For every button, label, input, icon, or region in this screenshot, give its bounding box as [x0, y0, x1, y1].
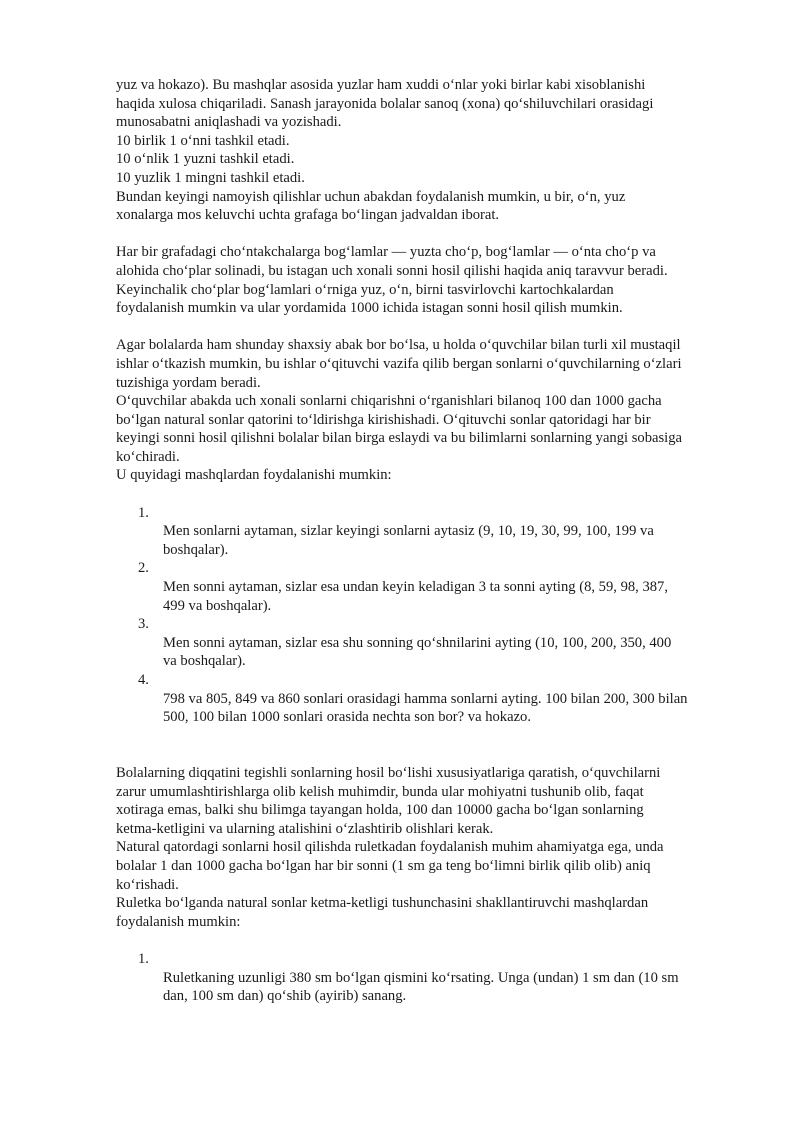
text-line: 500, 100 bilan 1000 sonlari orasida nechta son bor? va hokazo. — [163, 709, 531, 726]
text-line: alohida choʻplar solinadi, bu istagan uch xonali sonni hosil qilishi haqida aniq taravvur beradi. — [116, 262, 668, 279]
text-line: koʻrishadi. — [116, 876, 179, 893]
paragraph-gap — [116, 745, 746, 764]
list-item-number: 1. — [138, 504, 149, 521]
text-line: tuzishiga yordam beradi. — [116, 374, 261, 391]
text-line: 10 birlik 1 oʻnni tashkil etadi. — [116, 132, 290, 149]
text-line: yuz va hokazo). Bu mashqlar asosida yuzlar ham xuddi oʻnlar yoki birlar kabi xisoblanishi — [116, 77, 646, 93]
list-item-text — [116, 690, 746, 727]
list-item — [116, 950, 746, 1006]
list-item-text — [116, 969, 746, 1006]
text-line: Ruletka boʻlganda natural sonlar ketma-ketligi tushunchasini shakllantiruvchi mashqlardan — [116, 895, 649, 912]
paragraph — [116, 336, 746, 485]
text-line: Men sonni aytaman, sizlar esa shu sonning qoʻshnilarini ayting (10, 100, 200, 350, 400 — [163, 634, 672, 651]
text-line: xotiraga emas, balki shu bilimga tayangan holda, 100 dan 10000 gacha boʻlgan sonlarning — [116, 802, 644, 819]
text-line: keyingi sonni hosil qilishni bolalar bilan birga eslaydi va bu bilimlarni sonlarning yangi sobasiga — [116, 430, 682, 447]
list-item-number: 3. — [138, 616, 149, 633]
list-item — [116, 671, 746, 727]
numbered-list — [116, 950, 746, 1006]
text-line: Men sonni aytaman, sizlar esa undan keyin keladigan 3 ta sonni ayting (8, 59, 98, 387, — [163, 579, 668, 596]
text-line: dan, 100 sm dan) qoʻshib (ayirib) sanang. — [163, 988, 407, 1005]
list-item-text — [116, 522, 746, 559]
paragraph — [116, 243, 746, 317]
text-line: Bundan keyingi namoyish qilishlar uchun abakdan foydalanish mumkin, u bir, oʻn, yuz — [116, 188, 626, 205]
paragraph-gap — [116, 225, 746, 244]
list-item-text — [116, 634, 746, 671]
text-line: xonalarga mos keluvchi uchta grafaga boʻlingan jadvaldan iborat. — [116, 207, 500, 224]
numbered-list — [116, 504, 746, 727]
paragraph-gap — [116, 727, 746, 746]
paragraph — [116, 764, 746, 931]
list-item-text — [116, 578, 746, 615]
document-page — [116, 76, 746, 1006]
text-line: Men sonlarni aytaman, sizlar keyingi sonlarni aytasiz (9, 10, 19, 30, 99, 100, 199 va — [163, 523, 654, 540]
list-item — [116, 559, 746, 615]
text-line: Bolalarning diqqatini tegishli sonlarning hosil boʻlishi xususiyatlariga qaratish, oʻquvchilarni — [116, 764, 661, 781]
list-item-number: 2. — [138, 560, 149, 577]
text-line: haqida xulosa chiqariladi. Sanash jarayonida bolalar sanoq (xona) qoʻshiluvchilari orasidagi — [116, 95, 654, 112]
text-line: Oʻquvchilar abakda uch xonali sonlarni chiqarishni oʻrganishlari bilanoq 100 dan 1000 gacha — [116, 393, 662, 410]
text-line: 798 va 805, 849 va 860 sonlari orasidagi hamma sonlarni ayting. 100 bilan 200, 300 bilan — [163, 690, 688, 707]
text-line: boʻlgan natural sonlar qatorini toʻldirishga kirishishadi. Oʻqituvchi sonlar qatoridagi har bir — [116, 411, 651, 428]
text-line: ishlar oʻtkazish mumkin, bu ishlar oʻqituvchi vazifa qilib bergan sonlarni oʻquvchilarning oʻzlari — [116, 355, 682, 372]
text-line: bolalar 1 dan 1000 gacha boʻlgan har bir sonni (1 sm ga teng boʻlimni birlik qilib olib) aniq — [116, 857, 651, 874]
text-line: 10 oʻnlik 1 yuzni tashkil etadi. — [116, 151, 295, 168]
text-line: Har bir grafadagi choʻntakchalarga bogʻlamlar — yuzta choʻp, bogʻlamlar — oʻnta choʻp va — [116, 244, 656, 261]
text-line: Agar bolalarda ham shunday shaxsiy abak bor boʻlsa, u holda oʻquvchilar bilan turli xil mustaqil — [116, 337, 681, 354]
paragraph-gap — [116, 318, 746, 337]
text-line: ketma-ketligini va ularning atalishini oʻzlashtirib olishlari kerak. — [116, 820, 494, 837]
text-line: Natural qatordagi sonlarni hosil qilishda ruletkadan foydalanish muhim ahamiyatga ega, unda — [116, 839, 664, 856]
text-line: foydalanish mumkin va ular yordamida 1000 ichida istagan sonni hosil qilish mumkin. — [116, 300, 623, 317]
list-item-number: 1. — [138, 950, 149, 967]
paragraph-gap — [116, 931, 746, 950]
text-line: U quyidagi mashqlardan foydalanishi mumkin: — [116, 467, 392, 484]
text-line: munosabatni aniqlashadi va yozishadi. — [116, 114, 342, 131]
text-line: koʻchiradi. — [116, 448, 180, 465]
list-item-number: 4. — [138, 672, 149, 688]
paragraph-gap — [116, 485, 746, 504]
text-line: Ruletkaning uzunligi 380 sm boʻlgan qismini koʻrsating. Unga (undan) 1 sm dan (10 sm — [163, 969, 679, 986]
list-item — [116, 615, 746, 671]
text-line: 10 yuzlik 1 mingni tashkil etadi. — [116, 169, 305, 186]
text-line: 499 va boshqalar). — [163, 597, 272, 614]
text-line: va boshqalar). — [163, 653, 246, 670]
text-line: foydalanish mumkin: — [116, 913, 241, 930]
paragraph — [116, 76, 746, 225]
text-line: Keyinchalik choʻplar bogʻlamlari oʻrniga yuz, oʻn, birni tasvirlovchi kartochkalardan — [116, 281, 614, 298]
text-line: boshqalar). — [163, 541, 229, 558]
text-line: zarur umumlashtirishlarga olib kelish muhimdir, bunda ular mohiyatni tushunib olib, faqat — [116, 783, 644, 800]
list-item — [116, 504, 746, 560]
